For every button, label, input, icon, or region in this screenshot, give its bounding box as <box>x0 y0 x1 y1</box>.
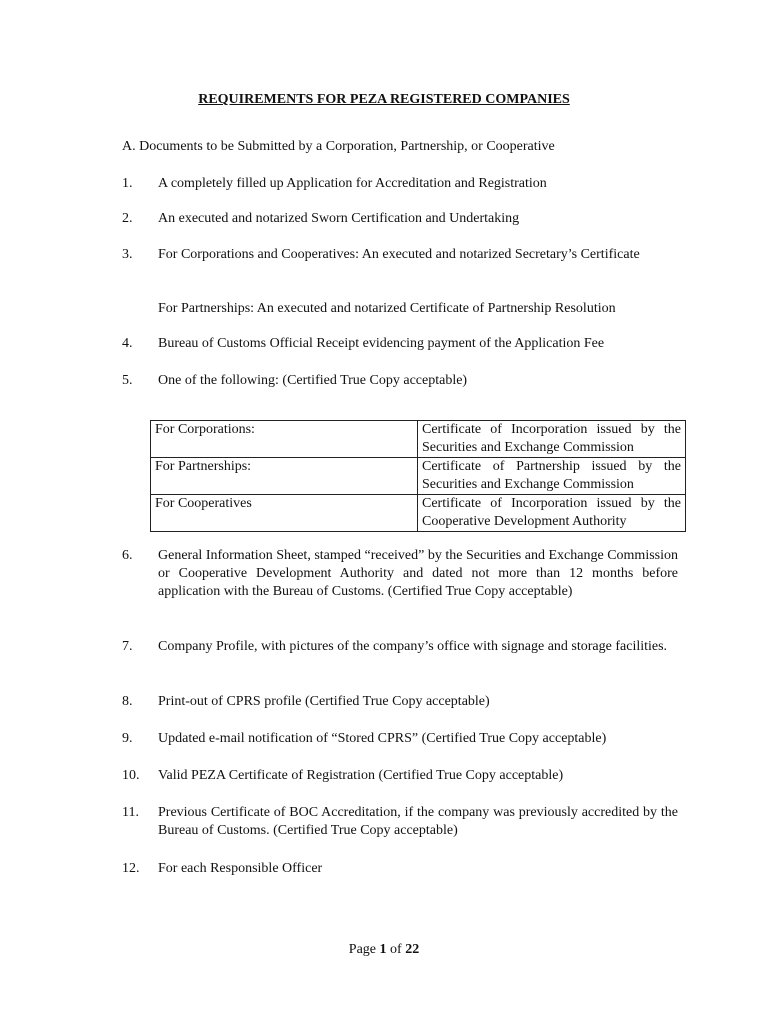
registration-documents-table <box>150 420 686 532</box>
table-cell-document: Certificate of Partnership issued by the Securities and Exchange Commission <box>418 458 686 495</box>
item-number: 4. <box>122 336 133 351</box>
page-mid: of <box>386 942 406 957</box>
item-text: For each Responsible Officer <box>158 861 323 876</box>
table-cell-document: Certificate of Incorporation issued by the Cooperative Development Authority <box>418 495 686 532</box>
item-3-partnership-note: For Partnerships: An executed and notarized Certificate of Partnership Resolution <box>158 301 616 316</box>
table-row <box>151 421 686 458</box>
page-prefix: Page <box>348 942 380 957</box>
table-cell-entity: For Partnerships: <box>151 458 418 495</box>
item-number: 9. <box>122 731 133 746</box>
section-a-heading: A. Documents to be Submitted by a Corporation, Partnership, or Cooperative <box>122 139 555 154</box>
item-text: Print-out of CPRS profile (Certified True Copy acceptable) <box>158 694 490 709</box>
page-number <box>0 942 768 958</box>
item-text: General Information Sheet, stamped “received” by the Securities and Exchange Commission or Cooperative Development Authority and dated not more than 12 months before application with the Bureau of Customs. (Certified True Copy acceptable) <box>158 548 678 599</box>
table-cell-entity: For Corporations: <box>151 421 418 458</box>
item-number: 6. <box>122 548 133 563</box>
table-row <box>151 495 686 532</box>
table-cell-entity: For Cooperatives <box>151 495 418 532</box>
item-text: Updated e-mail notification of “Stored CPRS” (Certified True Copy acceptable) <box>158 731 607 746</box>
item-number: 8. <box>122 694 133 709</box>
table-row <box>151 458 686 495</box>
item-text: A completely filled up Application for Accreditation and Registration <box>158 176 547 191</box>
item-number: 3. <box>122 247 133 262</box>
item-text: Previous Certificate of BOC Accreditation, if the company was previously accredited by the Bureau of Customs. (Certified True Copy acceptable) <box>158 805 678 838</box>
table-cell-document: Certificate of Incorporation issued by the Securities and Exchange Commission <box>418 421 686 458</box>
document-title: REQUIREMENTS FOR PEZA REGISTERED COMPANIES <box>198 92 570 107</box>
item-number: 5. <box>122 373 133 388</box>
item-number: 11. <box>122 805 139 820</box>
item-text: Bureau of Customs Official Receipt evidencing payment of the Application Fee <box>158 336 605 351</box>
item-number: 1. <box>122 176 133 191</box>
item-text: An executed and notarized Sworn Certification and Undertaking <box>158 211 520 226</box>
item-text: For Corporations and Cooperatives: An executed and notarized Secretary’s Certificate <box>158 247 640 262</box>
item-text: One of the following: (Certified True Copy acceptable) <box>158 373 468 388</box>
item-text: Valid PEZA Certificate of Registration (Certified True Copy acceptable) <box>158 768 564 783</box>
item-number: 2. <box>122 211 133 226</box>
item-number: 7. <box>122 639 133 654</box>
item-number: 10. <box>122 768 140 783</box>
item-text: Company Profile, with pictures of the company’s office with signage and storage facilities. <box>158 639 668 654</box>
item-number: 12. <box>122 861 140 876</box>
page-current: 1 <box>379 942 387 957</box>
page-total: 22 <box>405 942 420 957</box>
